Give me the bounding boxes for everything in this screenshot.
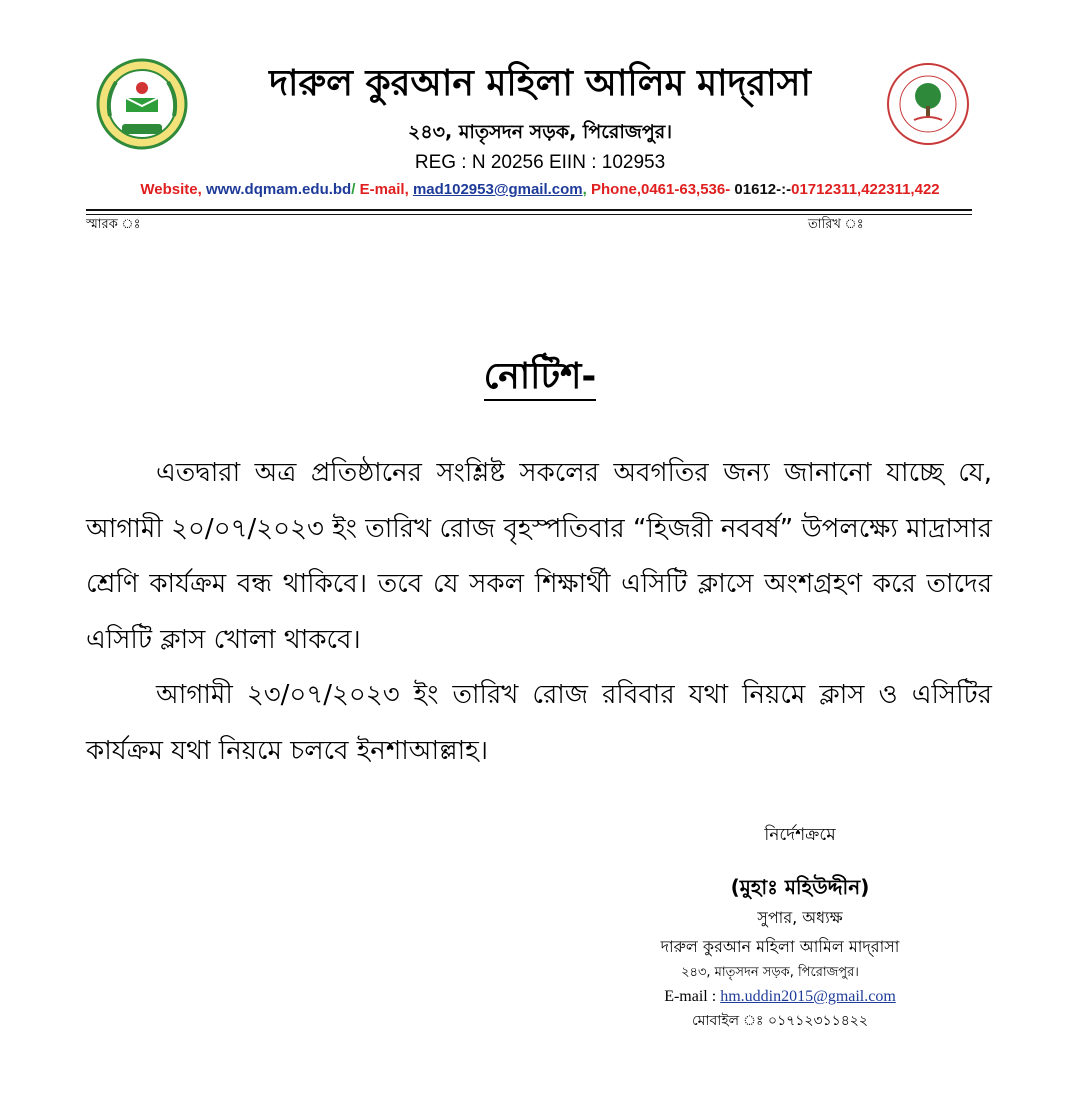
phone-middle: 01612-:-: [734, 181, 792, 198]
date-label: তারিখ ঃ: [808, 217, 864, 232]
notice-paragraph: আগামী ২৩/০৭/২০২৩ ইং তারিখ রোজ রবিবার যথা নিয়মে ক্লাস ও এসিটির কার্যক্রম যথা নিয়মে চলবে ইনশাআল্লাহ।: [86, 680, 992, 766]
notice-body: [86, 446, 992, 779]
signature-order: নির্দেশক্রমে: [764, 825, 836, 845]
email-label: E-mail,: [359, 181, 409, 198]
email-link[interactable]: mad102953@gmail.com: [412, 181, 583, 198]
madrasa-emblem-icon: [96, 58, 188, 150]
notice-paragraph: এতদ্বারা অত্র প্রতিষ্ঠানের সংশ্লিষ্ট সকলের অবগতির জন্য জানানো যাচ্ছে যে, আগামী ২০/০৭/২০২৩ ইং তারিখ রোজ বৃহস্পতিবার “হিজরী নববর্ষ” উপলক্ষ্যে মাদ্রাসার শ্রেণি কার্যক্রম বন্ধ থাকিবে। তবে যে সকল শিক্ষার্থী এসিটি ক্লাসে অংশগ্রহণ করে তাদের এসিটি ক্লাস খোলা থাকবে।: [86, 458, 992, 655]
header-divider-thick: [86, 209, 972, 211]
separator-comma: ,: [582, 181, 587, 198]
signatory-institution: দারুল কুরআন মহিলা আমিল মাদ্‌রাসা: [660, 937, 900, 956]
signatory-designation: সুপার, অধ্যক্ষ: [757, 908, 843, 927]
institution-title: দারুল কুরআন মহিলা আলিম মাদ্‌রাসা: [269, 63, 811, 104]
signatory-email-line: [580, 985, 980, 1009]
notice-heading-text: নোটিশ-: [484, 356, 597, 401]
notice-heading: [380, 352, 700, 402]
contact-line: [60, 178, 1020, 202]
institution-address: ২৪৩, মাতৃসদন সড়ক, পিরোজপুর।: [408, 121, 672, 143]
registration-info: REG : N 20256 EIIN : 102953: [414, 152, 666, 173]
signatory-email-label: E-mail :: [664, 988, 721, 1005]
education-tree-emblem-icon: [886, 62, 970, 146]
signatory-name: (মুহাঃ মহিউদ্দীন): [730, 875, 870, 899]
header-divider-thin: [86, 214, 972, 215]
phone-numbers: 01712311,422311,422: [791, 181, 940, 198]
signatory-address: ২৪৩, মাতৃসদন সড়ক, পিরোজপুর।: [681, 965, 859, 980]
signatory-mobile: মোবাইল ঃ ০১৭১২৩১১৪২২: [691, 1013, 869, 1029]
signatory-email-link[interactable]: hm.uddin2015@gmail.com: [720, 988, 896, 1005]
website-label: Website,: [140, 181, 202, 198]
memo-label: স্মারক ঃ: [86, 217, 141, 232]
separator-slash: /: [351, 181, 356, 198]
phone-label: Phone,0461-63,536-: [591, 181, 731, 198]
website-url[interactable]: www.dqmam.edu.bd: [205, 181, 352, 198]
